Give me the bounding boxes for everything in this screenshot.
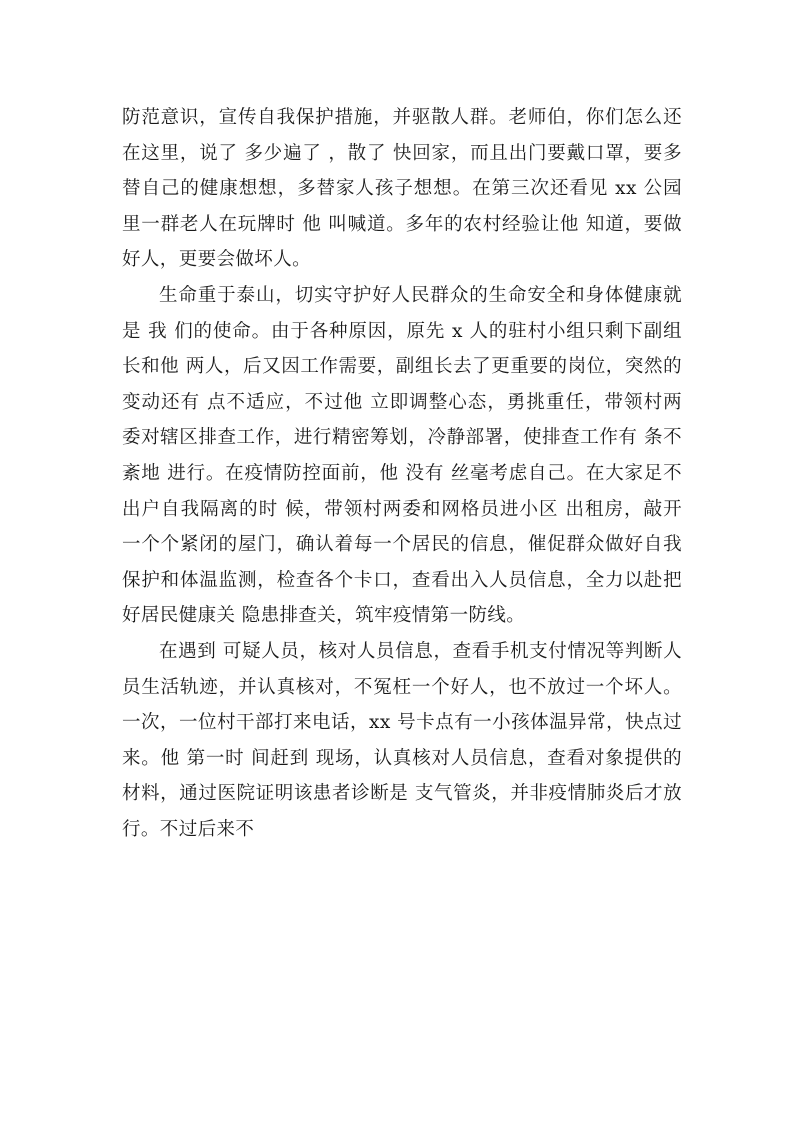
paragraph-3: 在遇到 可疑人员，核对人员信息，查看手机支付情况等判断人员生活轨迹，并认真核对，不冤枉一个好人，也不放过一个坏人。一次，一位村干部打来电话，xx 号卡点有一小孩体温异常，快点过来。他 第一时 间赶到 现场，认真核对人员信息，查看对象提供的材料，通过医院证明该患者诊断是 支气管炎，并非疫情肺炎后才放行。不过后来不 — [122, 640, 682, 840]
body-text — [122, 100, 682, 847]
paragraph-2: 生命重于泰山，切实守护好人民群众的生命安全和身体健康就是 我 们的使命。由于各种原因，原先 x 人的驻村小组只剩下副组长和他 两人，后又因工作需要，副组长去了更重要的岗位，突然的变动还有 点不适应，不过他 立即调整心态，勇挑重任，带领村两委对辖区排查工作，进行精密筹划，冷静部署，使排查工作有 条不紊地 进行。在疫情防控面前，他 没有 丝毫考虑自己。在大家足不出户自我隔离的时 候，带领村两委和网格员进小区 出租房，敲开一个个紧闭的屋门，确认着每一个居民的信息，催促群众做好自我保护和体温监测，检查各个卡口，查看出入人员信息，全力以赴把好居民健康关 隐患排查关，筑牢疫情第一防线。 — [122, 284, 682, 627]
paragraph-1: 防范意识，宣传自我保护措施，并驱散人群。老师伯，你们怎么还在这里，说了 多少遍了 ，散了 快回家，而且出门要戴口罩，要多替自己的健康想想，多替家人孩子想想。在第三次还看见 xx 公园里一群老人在玩牌时 他 叫喊道。多年的农村经验让他 知道，要做好人，更要会做坏人。 — [122, 107, 682, 271]
